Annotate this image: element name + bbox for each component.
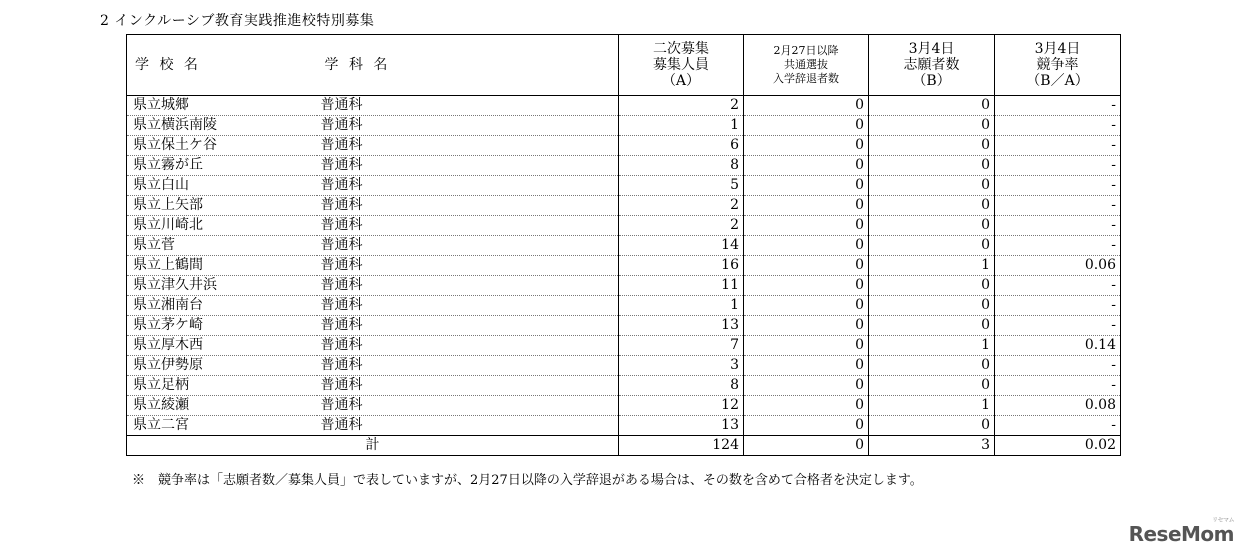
- cell-dept: 普通科: [317, 196, 619, 216]
- total-row: [127, 436, 1121, 456]
- cell-withdrawn: 0: [744, 296, 869, 316]
- cell-withdrawn: 0: [744, 96, 869, 116]
- cell-school: 県立城郷: [127, 96, 317, 116]
- cell-school: 県立川崎北: [127, 216, 317, 236]
- cell-school: 県立保土ケ谷: [127, 136, 317, 156]
- table-row: [127, 336, 1121, 356]
- cell-applicants: 0: [869, 416, 995, 436]
- cell-quota: 7: [619, 336, 744, 356]
- cell-ratio: 0.14: [995, 336, 1121, 356]
- cell-withdrawn: 0: [744, 356, 869, 376]
- footnote: ※ 競争率は「志願者数／募集人員」で表していますが、2月27日以降の入学辞退がある場合は、その数を含めて合格者を決定します。: [132, 473, 923, 488]
- table-row: [127, 136, 1121, 156]
- cell-ratio: -: [995, 356, 1121, 376]
- cell-withdrawn: 0: [744, 376, 869, 396]
- cell-quota: 13: [619, 416, 744, 436]
- cell-dept: 普通科: [317, 96, 619, 116]
- cell-dept: 普通科: [317, 236, 619, 256]
- cell-ratio: -: [995, 236, 1121, 256]
- cell-dept: 普通科: [317, 216, 619, 236]
- cell-applicants: 0: [869, 276, 995, 296]
- total-ratio: 0.02: [995, 436, 1121, 456]
- cell-quota: 6: [619, 136, 744, 156]
- cell-withdrawn: 0: [744, 276, 869, 296]
- header-quota: 二次募集 募集人員 （A）: [619, 35, 744, 96]
- cell-quota: 2: [619, 196, 744, 216]
- header-applicants: 3月4日 志願者数 （B）: [869, 35, 995, 96]
- table-row: [127, 96, 1121, 116]
- cell-applicants: 0: [869, 316, 995, 336]
- cell-withdrawn: 0: [744, 316, 869, 336]
- cell-ratio: -: [995, 116, 1121, 136]
- header-withdrawn: 2月27日以降 共通選抜 入学辞退者数: [744, 35, 869, 96]
- cell-withdrawn: 0: [744, 236, 869, 256]
- header-row: [127, 35, 1121, 96]
- cell-ratio: -: [995, 376, 1121, 396]
- cell-applicants: 1: [869, 256, 995, 276]
- cell-withdrawn: 0: [744, 416, 869, 436]
- cell-quota: 8: [619, 376, 744, 396]
- cell-school: 県立湘南台: [127, 296, 317, 316]
- total-applicants: 3: [869, 436, 995, 456]
- cell-school: 県立白山: [127, 176, 317, 196]
- cell-applicants: 0: [869, 96, 995, 116]
- cell-quota: 11: [619, 276, 744, 296]
- header-school: 学 校 名: [127, 35, 317, 96]
- cell-school: 県立上矢部: [127, 196, 317, 216]
- cell-withdrawn: 0: [744, 136, 869, 156]
- cell-quota: 1: [619, 296, 744, 316]
- cell-school: 県立菅: [127, 236, 317, 256]
- cell-applicants: 1: [869, 336, 995, 356]
- cell-dept: 普通科: [317, 176, 619, 196]
- cell-quota: 1: [619, 116, 744, 136]
- cell-ratio: -: [995, 196, 1121, 216]
- cell-school: 県立綾瀬: [127, 396, 317, 416]
- cell-withdrawn: 0: [744, 336, 869, 356]
- cell-applicants: 0: [869, 236, 995, 256]
- header-dept: 学 科 名: [317, 35, 619, 96]
- cell-applicants: 1: [869, 396, 995, 416]
- cell-school: 県立伊勢原: [127, 356, 317, 376]
- cell-dept: 普通科: [317, 276, 619, 296]
- cell-withdrawn: 0: [744, 196, 869, 216]
- cell-dept: 普通科: [317, 376, 619, 396]
- cell-applicants: 0: [869, 296, 995, 316]
- cell-quota: 2: [619, 96, 744, 116]
- cell-school: 県立足柄: [127, 376, 317, 396]
- total-quota: 124: [619, 436, 744, 456]
- cell-school: 県立霧が丘: [127, 156, 317, 176]
- total-label: 計: [127, 436, 619, 456]
- table-row: [127, 116, 1121, 136]
- section-title: 2 インクルーシブ教育実践推進校特別募集: [100, 13, 375, 29]
- cell-applicants: 0: [869, 116, 995, 136]
- cell-applicants: 0: [869, 136, 995, 156]
- cell-dept: 普通科: [317, 156, 619, 176]
- cell-ratio: -: [995, 296, 1121, 316]
- table-row: [127, 176, 1121, 196]
- cell-dept: 普通科: [317, 416, 619, 436]
- cell-dept: 普通科: [317, 396, 619, 416]
- cell-quota: 14: [619, 236, 744, 256]
- cell-ratio: -: [995, 216, 1121, 236]
- cell-withdrawn: 0: [744, 216, 869, 236]
- table-row: [127, 416, 1121, 436]
- table-row: [127, 256, 1121, 276]
- total-withdrawn: 0: [744, 436, 869, 456]
- cell-dept: 普通科: [317, 336, 619, 356]
- cell-withdrawn: 0: [744, 116, 869, 136]
- cell-applicants: 0: [869, 216, 995, 236]
- cell-school: 県立横浜南陵: [127, 116, 317, 136]
- header-ratio: 3月4日 競争率 （B／A）: [995, 35, 1121, 96]
- table-row: [127, 216, 1121, 236]
- cell-dept: 普通科: [317, 256, 619, 276]
- cell-applicants: 0: [869, 356, 995, 376]
- cell-withdrawn: 0: [744, 256, 869, 276]
- table-row: [127, 396, 1121, 416]
- cell-withdrawn: 0: [744, 156, 869, 176]
- table-row: [127, 356, 1121, 376]
- cell-quota: 12: [619, 396, 744, 416]
- cell-ratio: -: [995, 276, 1121, 296]
- cell-dept: 普通科: [317, 356, 619, 376]
- cell-applicants: 0: [869, 176, 995, 196]
- cell-ratio: -: [995, 316, 1121, 336]
- table-row: [127, 296, 1121, 316]
- cell-dept: 普通科: [317, 296, 619, 316]
- cell-withdrawn: 0: [744, 176, 869, 196]
- cell-quota: 8: [619, 156, 744, 176]
- cell-ratio: -: [995, 156, 1121, 176]
- cell-quota: 16: [619, 256, 744, 276]
- cell-quota: 13: [619, 316, 744, 336]
- cell-dept: 普通科: [317, 316, 619, 336]
- resemom-logo: ReseMom リセマム: [1128, 517, 1234, 546]
- cell-applicants: 0: [869, 196, 995, 216]
- cell-school: 県立上鶴間: [127, 256, 317, 276]
- cell-dept: 普通科: [317, 116, 619, 136]
- table-row: [127, 236, 1121, 256]
- table-row: [127, 156, 1121, 176]
- cell-quota: 5: [619, 176, 744, 196]
- cell-school: 県立茅ケ崎: [127, 316, 317, 336]
- table-row: [127, 276, 1121, 296]
- cell-ratio: -: [995, 176, 1121, 196]
- admissions-table: [126, 34, 1121, 456]
- cell-ratio: 0.06: [995, 256, 1121, 276]
- table-row: [127, 376, 1121, 396]
- cell-applicants: 0: [869, 376, 995, 396]
- cell-quota: 2: [619, 216, 744, 236]
- cell-school: 県立二宮: [127, 416, 317, 436]
- cell-withdrawn: 0: [744, 396, 869, 416]
- cell-dept: 普通科: [317, 136, 619, 156]
- table-row: [127, 316, 1121, 336]
- cell-ratio: -: [995, 96, 1121, 116]
- cell-ratio: 0.08: [995, 396, 1121, 416]
- cell-ratio: -: [995, 136, 1121, 156]
- cell-school: 県立厚木西: [127, 336, 317, 356]
- cell-applicants: 0: [869, 156, 995, 176]
- cell-quota: 3: [619, 356, 744, 376]
- cell-school: 県立津久井浜: [127, 276, 317, 296]
- table-row: [127, 196, 1121, 216]
- cell-ratio: -: [995, 416, 1121, 436]
